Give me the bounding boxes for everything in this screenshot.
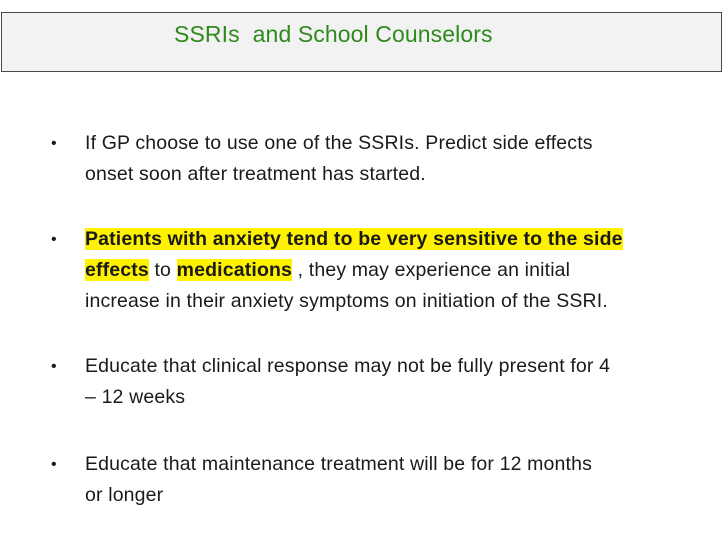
highlighted-text: medications: [176, 259, 293, 281]
bullet-line: onset soon after treatment has started.: [85, 163, 426, 185]
bullet-text-segment: , they may experience an initial: [292, 259, 571, 281]
bullet-line: – 12 weeks: [85, 386, 186, 408]
bullet-text: [85, 449, 705, 511]
bullet-line: increase in their anxiety symptoms on initiation of the SSRI.: [85, 290, 608, 312]
bullet-marker: •: [51, 456, 57, 473]
bullet-text: [85, 128, 705, 190]
bullet-marker: •: [51, 358, 57, 375]
bullet-text: [85, 351, 705, 413]
bullet-line: If GP choose to use one of the SSRIs. Predict side effects: [85, 132, 593, 154]
bullet-text: [85, 224, 705, 317]
bullet-line: [85, 255, 705, 286]
bullet-marker: •: [51, 231, 57, 248]
bullet-line: Educate that maintenance treatment will be for 12 months: [85, 453, 593, 475]
bullet-line: or longer: [85, 484, 164, 506]
bullet-text-segment: to: [148, 259, 177, 281]
bullet-line: Educate that clinical response may not be fully present for 4: [85, 355, 611, 377]
bullet-line: [85, 224, 705, 255]
slide-title: SSRIs and School Counselors: [174, 21, 493, 47]
highlighted-text: Patients with anxiety tend to be very sensitive to the side: [85, 228, 623, 250]
bullet-marker: •: [51, 135, 57, 152]
highlighted-text: effects: [85, 259, 149, 281]
